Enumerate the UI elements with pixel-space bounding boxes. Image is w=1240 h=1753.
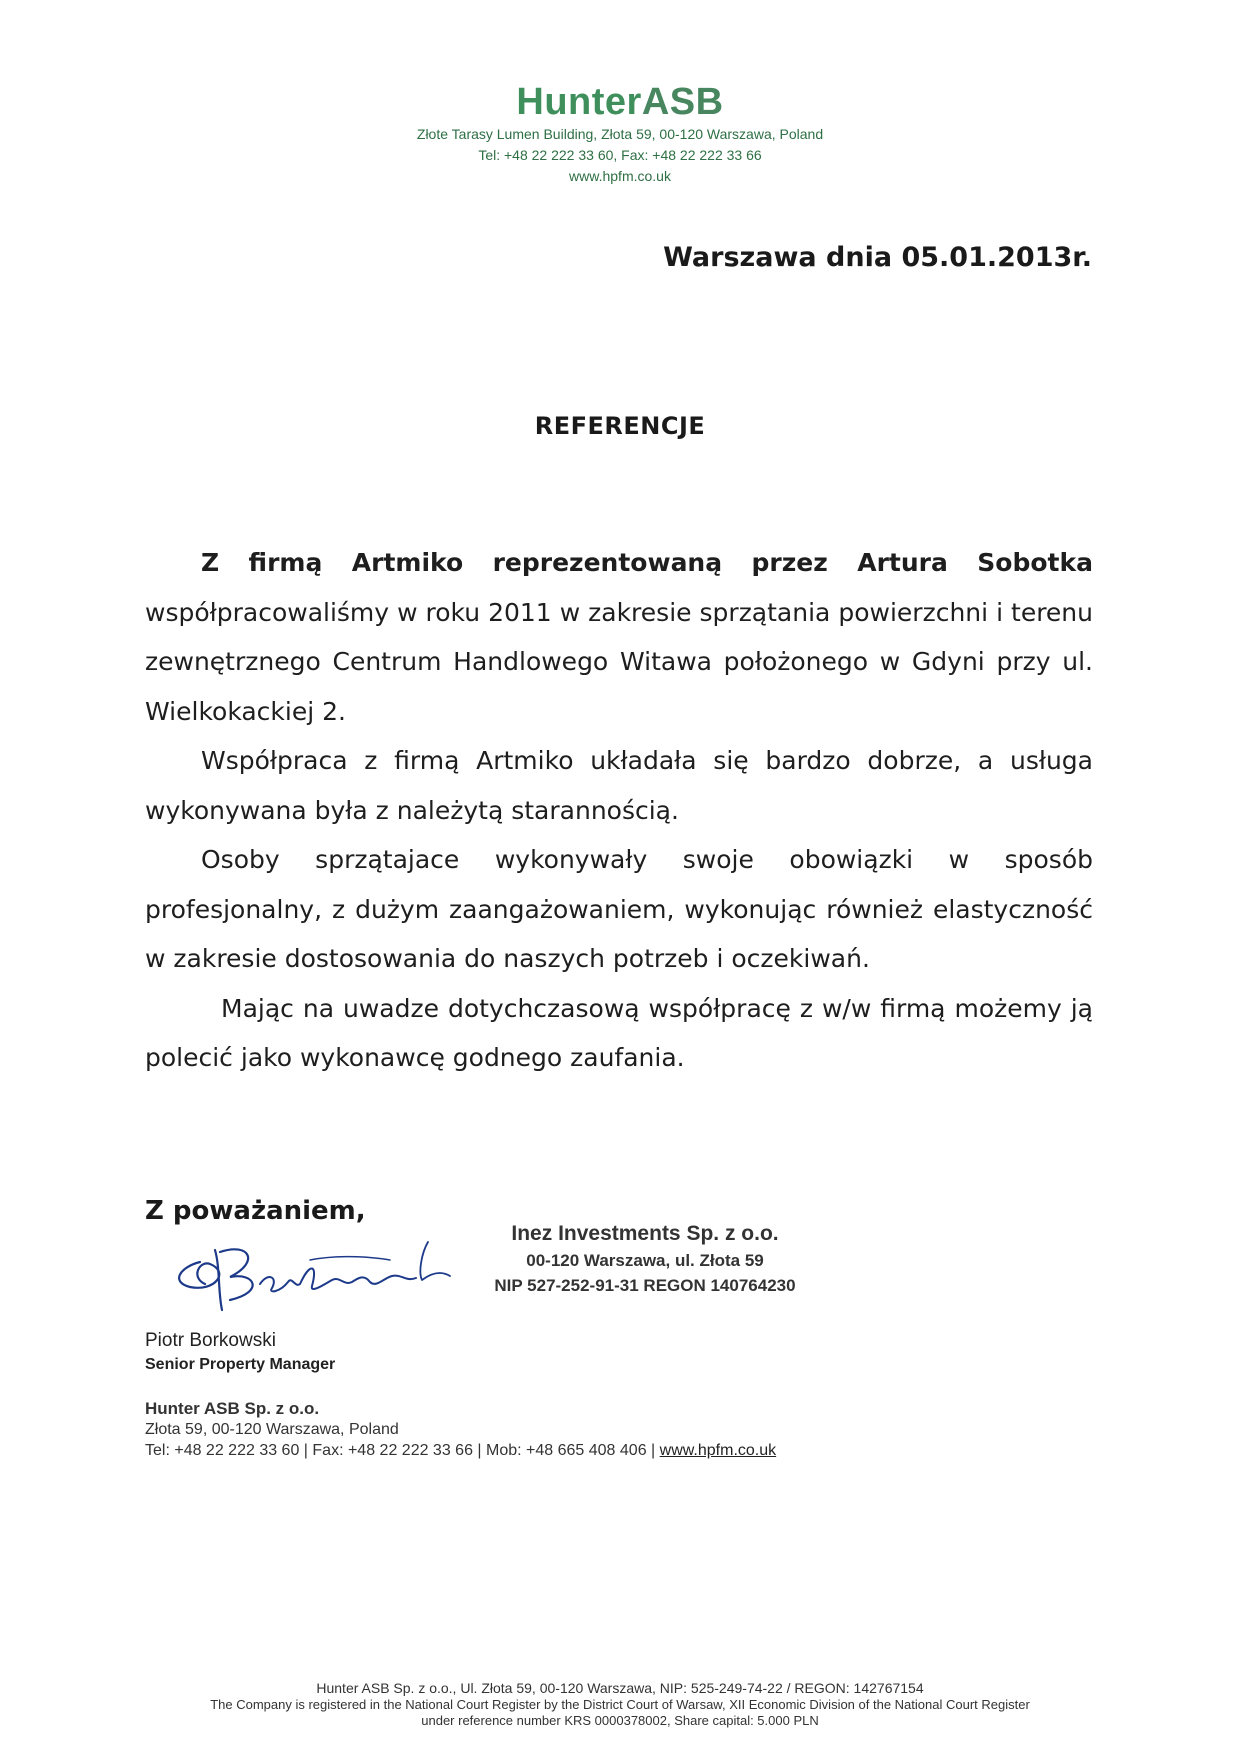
stamp-ids: NIP 527-252-91-31 REGON 140764230 <box>494 1276 796 1295</box>
company-website-link[interactable]: www.hpfm.co.uk <box>659 1442 777 1459</box>
company-address: Złota 59, 00-120 Warszawa, Poland <box>145 1421 399 1438</box>
letterhead-phone-fax: Tel: +48 22 222 33 60, Fax: +48 22 222 33 66 <box>478 147 762 163</box>
handwritten-signature <box>160 1222 480 1317</box>
logo-suffix: ASB <box>641 81 724 123</box>
letterhead-website[interactable]: www.hpfm.co.uk <box>569 168 671 184</box>
letter-date: Warszawa dnia 05.01.2013r. <box>663 242 1092 273</box>
company-contact: Tel: +48 22 222 33 60 | Fax: +48 22 222 33 66 | Mob: +48 665 408 406 | <box>145 1442 660 1459</box>
body-paragraph-1 <box>145 538 1093 736</box>
body-paragraph-1-text: współpracowaliśmy w roku 2011 w zakresie sprzątania powierzchni i terenu zewnętrznego Centrum Handlowego Witawa położonego w Gdyni przy ul. Wielkokackiej 2. <box>145 597 1093 726</box>
stamp-address: 00-120 Warszawa, ul. Złota 59 <box>526 1251 764 1270</box>
body-paragraph-1-bold: Z firmą Artmiko reprezentowaną przez Artura Sobotka <box>201 548 1093 577</box>
signer-block <box>145 1328 335 1376</box>
letter-body <box>145 538 1093 1083</box>
closing-salutation: Z poważaniem, <box>145 1196 366 1226</box>
footer-line-3: under reference number KRS 0000378002, Share capital: 5.000 PLN <box>421 1713 819 1728</box>
company-contact-line <box>145 1440 776 1461</box>
signer-role: Senior Property Manager <box>145 1356 336 1373</box>
body-paragraph-2: Współpraca z firmą Artmiko układała się bardzo dobrze, a usługa wykonywana była z należytą starannością. <box>145 746 1093 825</box>
stamp-company: Inez Investments Sp. z o.o. <box>511 1222 779 1245</box>
letterhead-address: Złote Tarasy Lumen Building, Złota 59, 00-120 Warszawa, Poland <box>416 126 824 142</box>
body-paragraph-3: Osoby sprzątajace wykonywały swoje obowiązki w sposób profesjonalny, z dużym zaangażowaniem, wykonując również elastyczność w zakresie dostosowania do naszych potrzeb i oczekiwań. <box>145 845 1093 973</box>
footer-line-1: Hunter ASB Sp. z o.o., Ul. Złota 59, 00-120 Warszawa, NIP: 525-249-74-22 / REGON: 142767154 <box>316 1680 924 1696</box>
footer-line-2: The Company is registered in the National Court Register by the District Court of Warsaw, XII Economic Division of the National Court Register <box>210 1697 1030 1712</box>
company-logo <box>0 80 1240 124</box>
body-paragraph-4: Mając na uwadze dotychczasową współpracę z w/w firmą możemy ją polecić jako wykonawcę godnego zaufania. <box>145 993 1093 1072</box>
page-footer <box>0 1680 1240 1729</box>
company-name: Hunter ASB Sp. z o.o. <box>145 1399 320 1418</box>
letterhead <box>0 80 1240 187</box>
signer-name: Piotr Borkowski <box>145 1330 276 1351</box>
company-stamp <box>480 1220 810 1298</box>
letter-title: REFERENCJE <box>534 412 706 440</box>
company-contact-block <box>145 1398 776 1461</box>
logo-main: Hunter <box>516 81 642 123</box>
